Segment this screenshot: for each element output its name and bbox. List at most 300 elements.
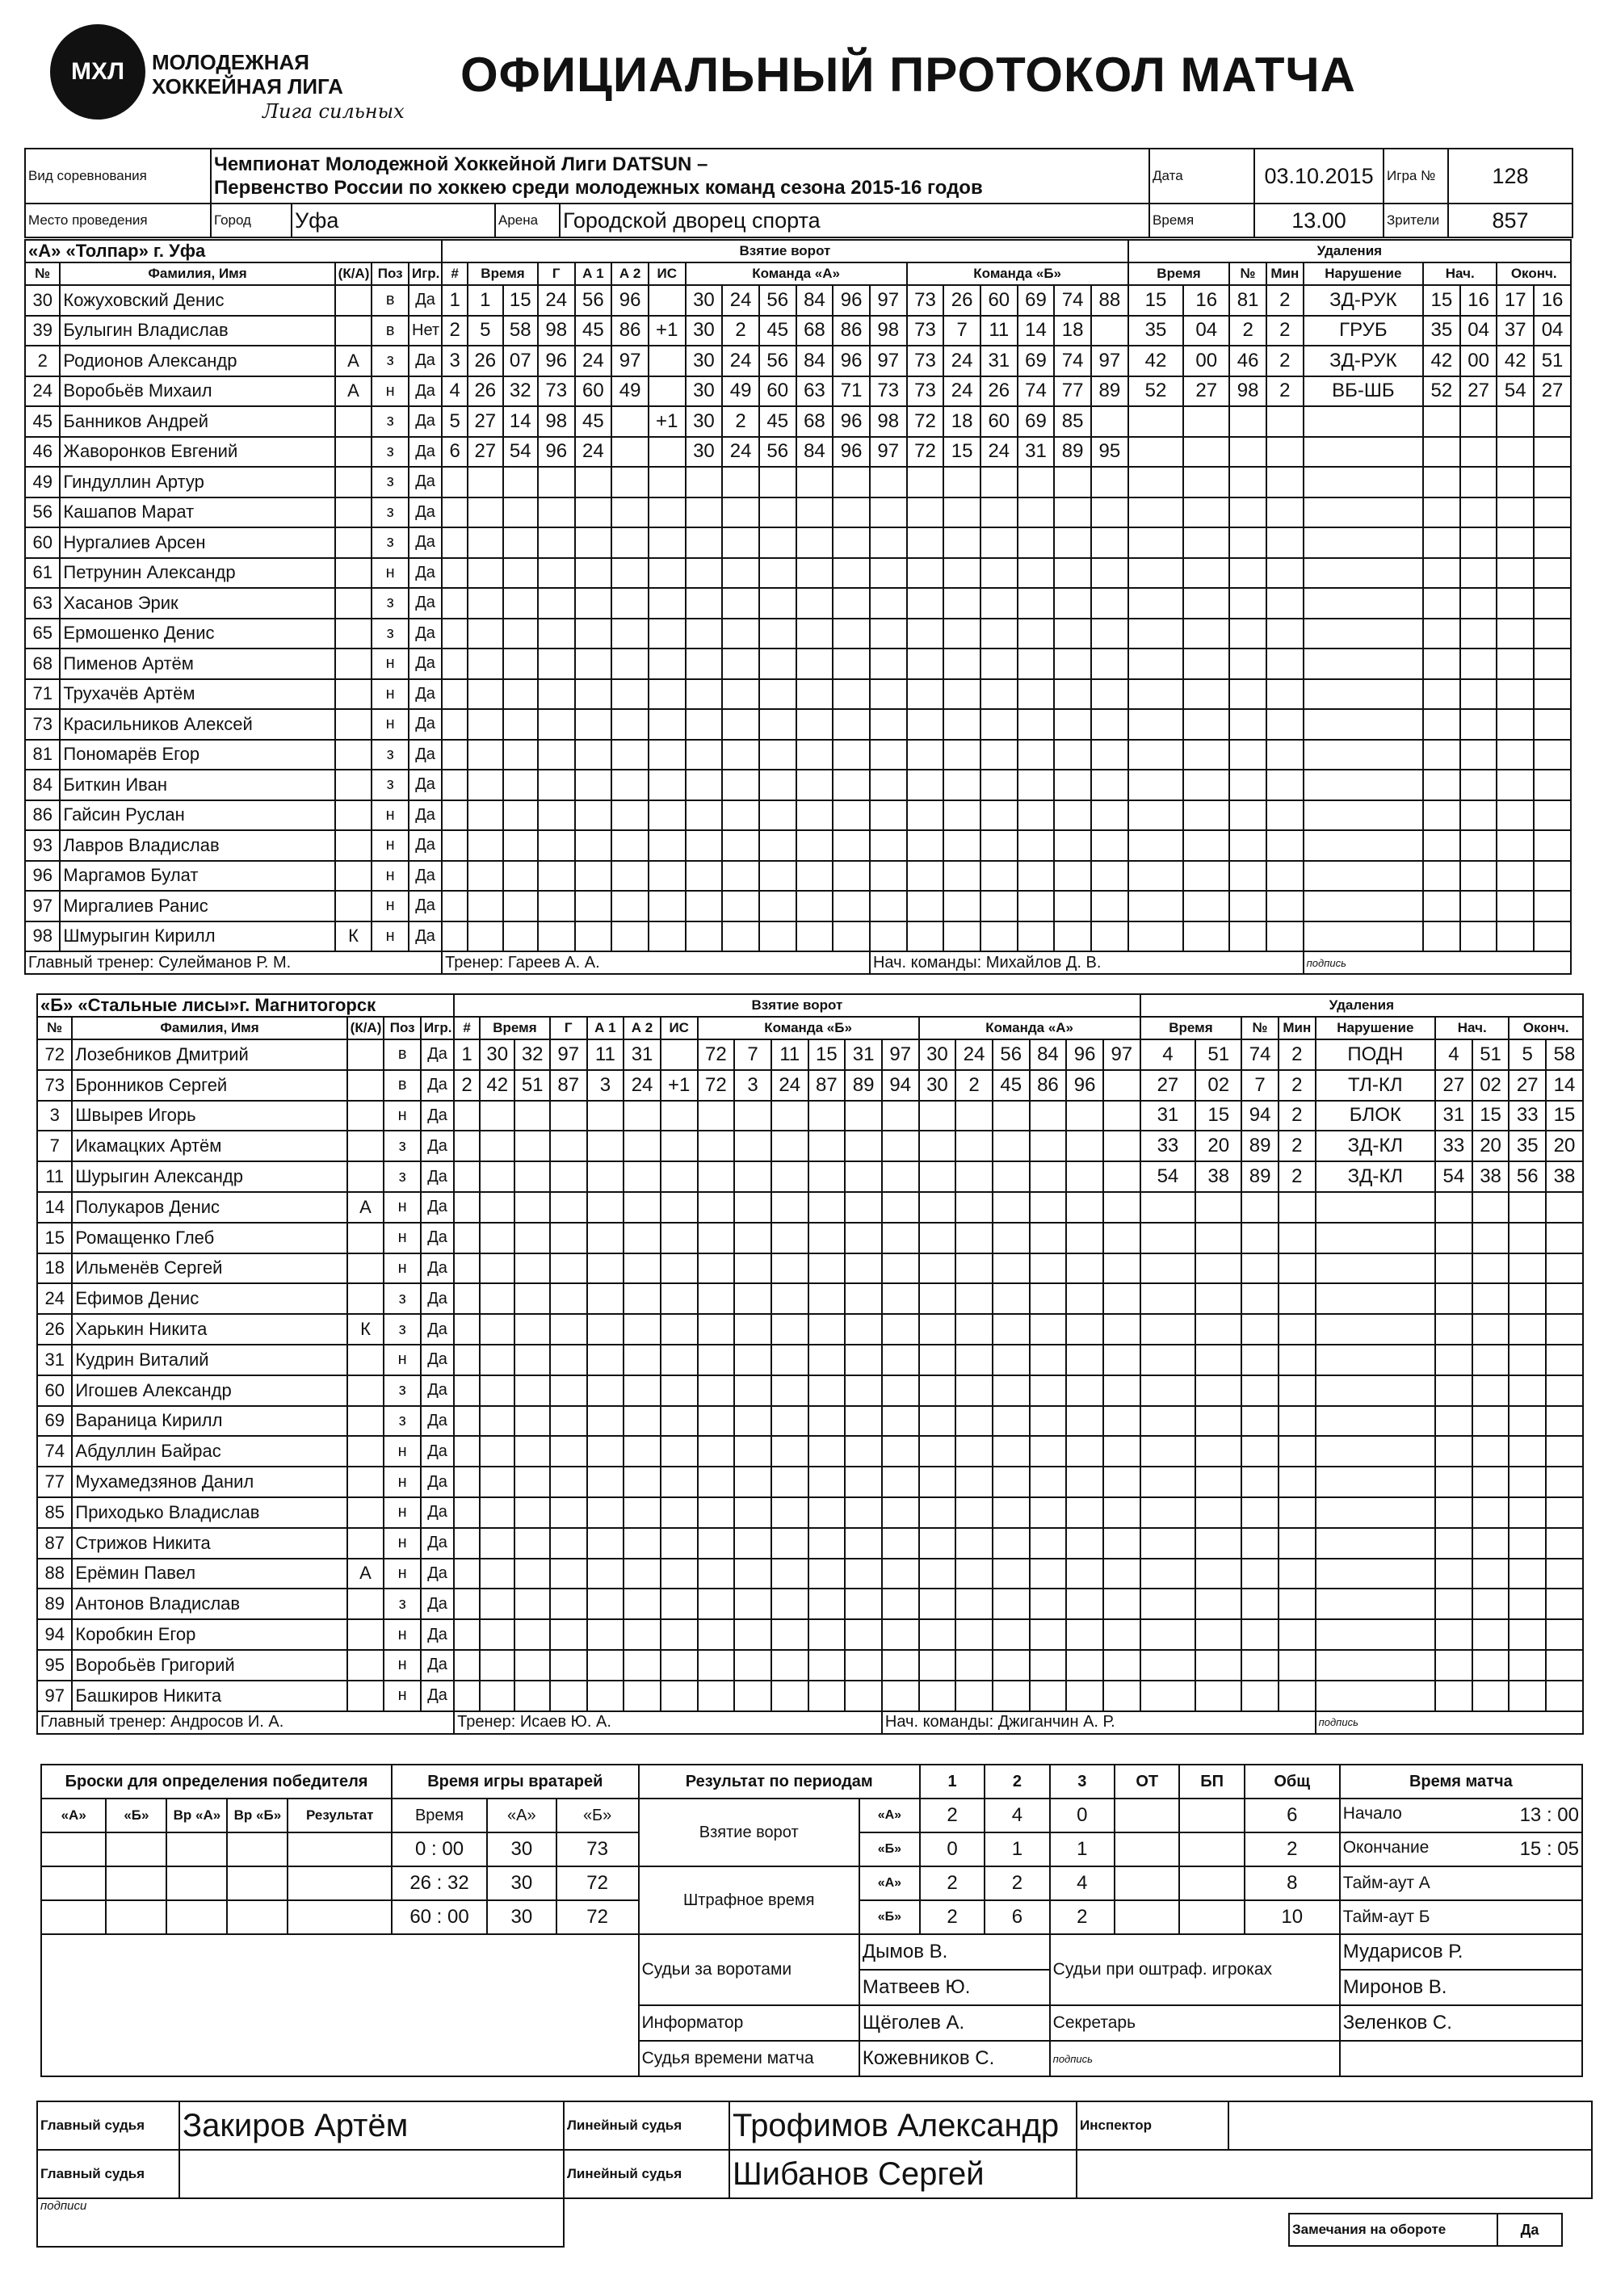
- goal-scorer: [550, 1436, 587, 1467]
- own-onice-player: [808, 1101, 846, 1131]
- opp-onice-player: [1018, 740, 1055, 770]
- opp-onice-player: [1018, 921, 1055, 952]
- goal-number: [442, 891, 468, 921]
- opp-onice-player: [907, 619, 944, 649]
- player-position: з: [372, 619, 409, 649]
- player-played: Да: [421, 1467, 454, 1497]
- goalie-second: 00: [442, 1838, 464, 1860]
- penalty-player: [1241, 1497, 1279, 1528]
- goal-scorer: [538, 619, 575, 649]
- player-position: з: [384, 1161, 421, 1192]
- own-onice-player: [698, 1314, 735, 1345]
- own-onice-player: [698, 1528, 735, 1559]
- own-onice-player: [833, 740, 870, 770]
- own-onice-player: [759, 830, 796, 861]
- penalty-infraction: ЗД-КЛ: [1316, 1131, 1435, 1161]
- penalty-infraction: ГРУБ: [1304, 316, 1423, 346]
- opp-onice-player: [919, 1161, 956, 1192]
- own-onice-player: [734, 1650, 771, 1681]
- penalty-second: [1195, 1375, 1241, 1406]
- penalty-second: [1195, 1559, 1241, 1589]
- penalty-start-sec: [1472, 1223, 1510, 1253]
- goalie-second: 32: [447, 1872, 469, 1894]
- penalty-end-min: 37: [1497, 316, 1534, 346]
- penalty-minute: [1128, 406, 1184, 437]
- player-position: з: [384, 1406, 421, 1437]
- own-onice-player: [796, 558, 833, 589]
- goal-scorer: [538, 921, 575, 952]
- signature-label: подпись: [1316, 1711, 1583, 1734]
- coach-name: Гареев А. А.: [507, 953, 600, 972]
- period-value: 0: [920, 1832, 985, 1866]
- goal-assist2: [624, 1589, 661, 1619]
- goal-assist1: [587, 1619, 624, 1650]
- player-row: [37, 1253, 1583, 1284]
- goal-scorer: 97: [550, 1039, 587, 1070]
- player-number: 68: [25, 649, 60, 679]
- own-onice-player: [882, 1314, 919, 1345]
- player-name: Хасанов Эрик: [60, 588, 334, 619]
- goalie-minute: 60: [409, 1906, 432, 1928]
- opp-onice-player: [993, 1375, 1030, 1406]
- player-row: [37, 1345, 1583, 1375]
- player-number: 15: [37, 1223, 72, 1253]
- goal-number: [442, 527, 468, 558]
- shootout-cell: [41, 1900, 106, 1934]
- player-role: А: [347, 1192, 384, 1223]
- opp-onice-player: [1018, 709, 1055, 740]
- league-slogan: Лига сильных: [262, 100, 405, 123]
- own-onice-player: [734, 1559, 771, 1589]
- goal-minute: [468, 497, 502, 528]
- player-position: з: [372, 467, 409, 497]
- own-onice-player: [882, 1559, 919, 1589]
- main-referee-1: Закиров Артём: [179, 2101, 564, 2150]
- player-played: Да: [409, 649, 442, 679]
- goal-second: [514, 1559, 549, 1589]
- team-chief-name: Джиганчин А. Р.: [997, 1713, 1115, 1731]
- player-role: [335, 285, 372, 316]
- own-onice-player: [870, 588, 907, 619]
- penalty-infraction: [1316, 1619, 1435, 1650]
- penalty-end-sec: [1546, 1619, 1583, 1650]
- own-onice-player: 84: [796, 437, 833, 468]
- goal-minute: [480, 1131, 514, 1161]
- own-onice-player: [771, 1589, 808, 1619]
- opp-onice-player: 15: [943, 437, 980, 468]
- player-number: 60: [25, 527, 60, 558]
- goal-scorer: [550, 1345, 587, 1375]
- goal-situation: [661, 1406, 698, 1437]
- goal-number: [454, 1283, 480, 1314]
- own-onice-player: [759, 527, 796, 558]
- player-role: [347, 1650, 384, 1681]
- player-played: Да: [409, 376, 442, 407]
- player-name: Булыгин Владислав: [60, 316, 334, 346]
- player-position: з: [384, 1375, 421, 1406]
- goal-second: 54: [503, 437, 538, 468]
- player-number: 24: [25, 376, 60, 407]
- penalties-header: Удаления: [1128, 240, 1571, 262]
- penalty-minute: [1128, 679, 1184, 710]
- goal-second: [514, 1314, 549, 1345]
- own-onice-player: [722, 558, 759, 589]
- opp-onice-player: [1066, 1650, 1103, 1681]
- player-role: [347, 1528, 384, 1559]
- inspector-value: [1228, 2101, 1592, 2150]
- penalty-minute: [1128, 921, 1184, 952]
- player-row: [25, 619, 1571, 649]
- player-name: Коробкин Егор: [72, 1619, 346, 1650]
- opp-onice-player: [1054, 588, 1091, 619]
- penalty-end-min: [1509, 1406, 1546, 1437]
- penalty-end-min: [1509, 1223, 1546, 1253]
- penalty-end-sec: [1546, 1283, 1583, 1314]
- goal-second: [514, 1253, 549, 1284]
- goals-a-period: [1115, 1799, 1179, 1832]
- penalty-end-sec: [1534, 861, 1571, 892]
- logo-line2: ХОККЕЙНАЯ ЛИГА: [152, 74, 343, 99]
- penalty-infraction: ЗД-КЛ: [1316, 1161, 1435, 1192]
- opp-onice-player: [955, 1467, 993, 1497]
- penalty-start-min: [1423, 649, 1460, 679]
- player-position: з: [384, 1589, 421, 1619]
- opp-onice-player: [1018, 770, 1055, 800]
- penalty-start-min: [1435, 1436, 1472, 1467]
- player-played: Да: [409, 497, 442, 528]
- own-onice-player: [686, 467, 723, 497]
- end-hour: 15: [1519, 1838, 1542, 1860]
- goal-minute: [480, 1192, 514, 1223]
- opp-onice-player: [1066, 1467, 1103, 1497]
- penalty-minute: [1128, 467, 1184, 497]
- goal-minute: 1: [468, 285, 502, 316]
- penalty-infraction: [1316, 1223, 1435, 1253]
- col-played: Игр.: [421, 1017, 454, 1039]
- opp-onice-player: [1066, 1436, 1103, 1467]
- goal-situation: [661, 1161, 698, 1192]
- goal-assist2: [624, 1681, 661, 1711]
- goal-number: [442, 558, 468, 589]
- penalty-player: [1229, 558, 1266, 589]
- player-played: Да: [409, 467, 442, 497]
- player-position: н: [384, 1467, 421, 1497]
- goal-number: [442, 861, 468, 892]
- goal-minute: [480, 1283, 514, 1314]
- goal-situation: [649, 588, 686, 619]
- player-row: [25, 709, 1571, 740]
- period-value: 6: [985, 1900, 1049, 1934]
- player-row: [25, 437, 1571, 468]
- own-onice-player: [882, 1467, 919, 1497]
- own-onice-player: [833, 921, 870, 952]
- col-played: Игр.: [409, 262, 442, 285]
- opp-onice-player: [1054, 800, 1091, 831]
- own-onice-player: [796, 619, 833, 649]
- player-played: Да: [409, 437, 442, 468]
- penalty-minutes: [1279, 1375, 1316, 1406]
- penalty-minutes: [1266, 679, 1304, 710]
- penalty-minute: [1128, 649, 1184, 679]
- opp-onice-player: 60: [980, 406, 1018, 437]
- penalty-second: [1195, 1223, 1241, 1253]
- goal-second: 07: [503, 346, 538, 376]
- goal-minute: [468, 558, 502, 589]
- player-row: [37, 1436, 1583, 1467]
- goal-assist2: [611, 527, 649, 558]
- player-name: Ефимов Денис: [72, 1283, 346, 1314]
- official-name-2: Мударисов Р.: [1340, 1934, 1582, 1970]
- opp-onice-player: [919, 1528, 956, 1559]
- own-onice-player: [833, 497, 870, 528]
- player-role: [347, 1253, 384, 1284]
- own-onice-player: 45: [759, 316, 796, 346]
- player-played: Да: [421, 1039, 454, 1070]
- penalty-minute: [1140, 1467, 1196, 1497]
- penalty-start-min: [1423, 679, 1460, 710]
- player-name: Лавров Владислав: [60, 830, 334, 861]
- own-onice-player: [845, 1497, 882, 1528]
- own-onice-player: [808, 1436, 846, 1467]
- penalty-player: [1229, 649, 1266, 679]
- own-onice-player: [771, 1406, 808, 1437]
- penalty-minutes: [1266, 709, 1304, 740]
- own-onice-player: [771, 1253, 808, 1284]
- player-played: Да: [409, 588, 442, 619]
- penalty-minutes: [1279, 1619, 1316, 1650]
- own-onice-player: [796, 891, 833, 921]
- goal-scorer: 96: [538, 437, 575, 468]
- penalty-second: [1195, 1436, 1241, 1467]
- penalty-minutes: [1279, 1650, 1316, 1681]
- penalty-end-min: [1497, 891, 1534, 921]
- goal-assist1: [575, 467, 612, 497]
- team-tag: «А»: [859, 1866, 920, 1900]
- opp-onice-player: [1103, 1192, 1140, 1223]
- player-played: Да: [409, 527, 442, 558]
- penalty-minute: [1140, 1375, 1196, 1406]
- penalty-infraction: [1316, 1650, 1435, 1681]
- penalty-start-min: [1423, 497, 1460, 528]
- penalty-second: [1183, 467, 1229, 497]
- player-number: 72: [37, 1039, 72, 1070]
- penalty-minute: [1140, 1283, 1196, 1314]
- opp-onice-player: 18: [1054, 316, 1091, 346]
- col-scorer: Г: [538, 262, 575, 285]
- penalty-minute: [1140, 1436, 1196, 1467]
- penalty-start-sec: [1460, 921, 1497, 952]
- period-value: 10: [1245, 1900, 1340, 1934]
- own-onice-player: 30: [686, 376, 723, 407]
- penalty-infraction: [1316, 1559, 1435, 1589]
- period-value: 4: [1050, 1866, 1115, 1900]
- period-col: ОТ: [1115, 1765, 1179, 1799]
- shootout-col: «А»: [41, 1799, 106, 1832]
- opp-onice-player: [980, 558, 1018, 589]
- penalty-start-min: [1435, 1467, 1472, 1497]
- penalty-end-sec: 27: [1534, 376, 1571, 407]
- penalty-start-min: [1435, 1192, 1472, 1223]
- player-name: Трухачёв Артём: [60, 679, 334, 710]
- penalty-second: [1195, 1192, 1241, 1223]
- own-onice-player: [870, 709, 907, 740]
- opp-onice-player: [907, 679, 944, 710]
- penalty-player: [1241, 1223, 1279, 1253]
- own-onice-player: [698, 1650, 735, 1681]
- own-onice-player: [845, 1619, 882, 1650]
- col-assist1: А 1: [575, 262, 612, 285]
- opp-onice-player: [955, 1375, 993, 1406]
- opp-onice-player: [943, 467, 980, 497]
- player-row: [37, 1283, 1583, 1314]
- own-onice-player: [734, 1101, 771, 1131]
- penalty-infraction: [1304, 437, 1423, 468]
- penalty-minute: [1128, 800, 1184, 831]
- own-onice-player: [771, 1345, 808, 1375]
- goal-number: 5: [442, 406, 468, 437]
- official-label-2: подпись: [1050, 2041, 1340, 2076]
- opp-onice-player: [1091, 588, 1128, 619]
- penalty-second: [1183, 437, 1229, 468]
- goal-second: [503, 649, 538, 679]
- penalty-infraction: [1316, 1589, 1435, 1619]
- own-onice-player: [870, 467, 907, 497]
- player-row: [25, 406, 1571, 437]
- opp-onice-player: [943, 679, 980, 710]
- goal-number: 2: [442, 316, 468, 346]
- player-position: н: [372, 679, 409, 710]
- goal-assist2: [624, 1161, 661, 1192]
- penalty-start-sec: [1460, 830, 1497, 861]
- shootout-cell: [166, 1900, 227, 1934]
- goal-minute: [480, 1497, 514, 1528]
- own-onice-player: 72: [698, 1039, 735, 1070]
- penalty-minutes: 2: [1266, 346, 1304, 376]
- period-value: [1115, 1832, 1179, 1866]
- penalty-minutes: [1266, 527, 1304, 558]
- own-onice-player: [686, 527, 723, 558]
- goals-a-period: 4: [985, 1799, 1049, 1832]
- penalty-minutes: [1266, 558, 1304, 589]
- player-name: Игошев Александр: [72, 1375, 346, 1406]
- goal-scorer: 87: [550, 1070, 587, 1101]
- penalty-second: 15: [1195, 1101, 1241, 1131]
- penalty-minute: 4: [1140, 1039, 1196, 1070]
- opp-onice-player: [980, 800, 1018, 831]
- official-label: Информатор: [639, 2005, 859, 2041]
- penalty-second: [1195, 1497, 1241, 1528]
- goal-number: [442, 649, 468, 679]
- official-label-2: Судьи при оштраф. игроках: [1050, 1934, 1340, 2005]
- head-coach-name: Андросов И. А.: [170, 1713, 284, 1731]
- goalie-time: 0 : 00: [392, 1832, 487, 1866]
- goal-minute: [468, 740, 502, 770]
- opp-onice-player: [993, 1131, 1030, 1161]
- col-ka: (К/А): [335, 262, 372, 285]
- own-onice-player: [759, 800, 796, 831]
- goal-assist1: [587, 1131, 624, 1161]
- penalty-second: [1183, 830, 1229, 861]
- opp-onice-player: [1091, 649, 1128, 679]
- opp-onice-player: [955, 1528, 993, 1559]
- player-row: [37, 1131, 1583, 1161]
- penalty-start-sec: [1460, 558, 1497, 589]
- opp-onice-player: [1054, 830, 1091, 861]
- own-onice-player: [808, 1406, 846, 1437]
- shootout-cell: [166, 1866, 227, 1900]
- own-onice-player: [882, 1375, 919, 1406]
- own-onice-player: [833, 891, 870, 921]
- goal-assist1: [587, 1589, 624, 1619]
- player-played: Нет: [409, 316, 442, 346]
- own-onice-player: [833, 588, 870, 619]
- penalty-end-min: [1497, 527, 1534, 558]
- goal-number: [454, 1375, 480, 1406]
- opp-onice-player: [919, 1406, 956, 1437]
- goal-assist1: [575, 891, 612, 921]
- goal-minute: [480, 1528, 514, 1559]
- player-played: Да: [421, 1528, 454, 1559]
- opp-onice-player: [1030, 1650, 1067, 1681]
- goal-second: 15: [503, 285, 538, 316]
- penalty-second: [1183, 619, 1229, 649]
- opp-onice-player: [1030, 1681, 1067, 1711]
- player-position: н: [384, 1436, 421, 1467]
- penalty-end-min: [1509, 1283, 1546, 1314]
- own-onice-player: [845, 1559, 882, 1589]
- goal-assist1: [575, 830, 612, 861]
- own-onice-player: [759, 770, 796, 800]
- opp-onice-player: 96: [1066, 1070, 1103, 1101]
- goal-number: [454, 1528, 480, 1559]
- opp-onice-player: [1066, 1345, 1103, 1375]
- penalty-player: [1229, 588, 1266, 619]
- penalty-start-min: [1435, 1345, 1472, 1375]
- goal-minute: [480, 1681, 514, 1711]
- start-hour: 13: [1519, 1804, 1542, 1826]
- penalty-player: [1241, 1253, 1279, 1284]
- opp-onice-player: 74: [1054, 346, 1091, 376]
- penalty-end-sec: [1534, 800, 1571, 831]
- goal-second: [503, 588, 538, 619]
- penalty-minutes: [1279, 1283, 1316, 1314]
- spectators-value: 857: [1448, 204, 1573, 237]
- penalty-end-min: [1509, 1528, 1546, 1559]
- opp-onice-player: [1054, 558, 1091, 589]
- penalty-infraction: [1304, 558, 1423, 589]
- player-number: 97: [25, 891, 60, 921]
- opp-onice-player: [1091, 740, 1128, 770]
- opp-onice-player: 73: [907, 316, 944, 346]
- player-role: [335, 619, 372, 649]
- opp-onice-player: [1030, 1436, 1067, 1467]
- penalty-second: [1195, 1650, 1241, 1681]
- penalty-player: 94: [1241, 1101, 1279, 1131]
- goal-second: [514, 1131, 549, 1161]
- own-onice-player: [845, 1589, 882, 1619]
- penalty-minutes: [1266, 497, 1304, 528]
- opp-onice-player: [907, 467, 944, 497]
- opp-onice-player: [993, 1436, 1030, 1467]
- goal-number: [454, 1192, 480, 1223]
- own-onice-player: 98: [870, 406, 907, 437]
- player-role: [347, 1497, 384, 1528]
- period-value: [1115, 1900, 1179, 1934]
- opp-onice-player: 24: [980, 437, 1018, 468]
- penalty-minute: [1140, 1681, 1196, 1711]
- own-onice-player: [796, 467, 833, 497]
- penalty-end-sec: [1546, 1314, 1583, 1345]
